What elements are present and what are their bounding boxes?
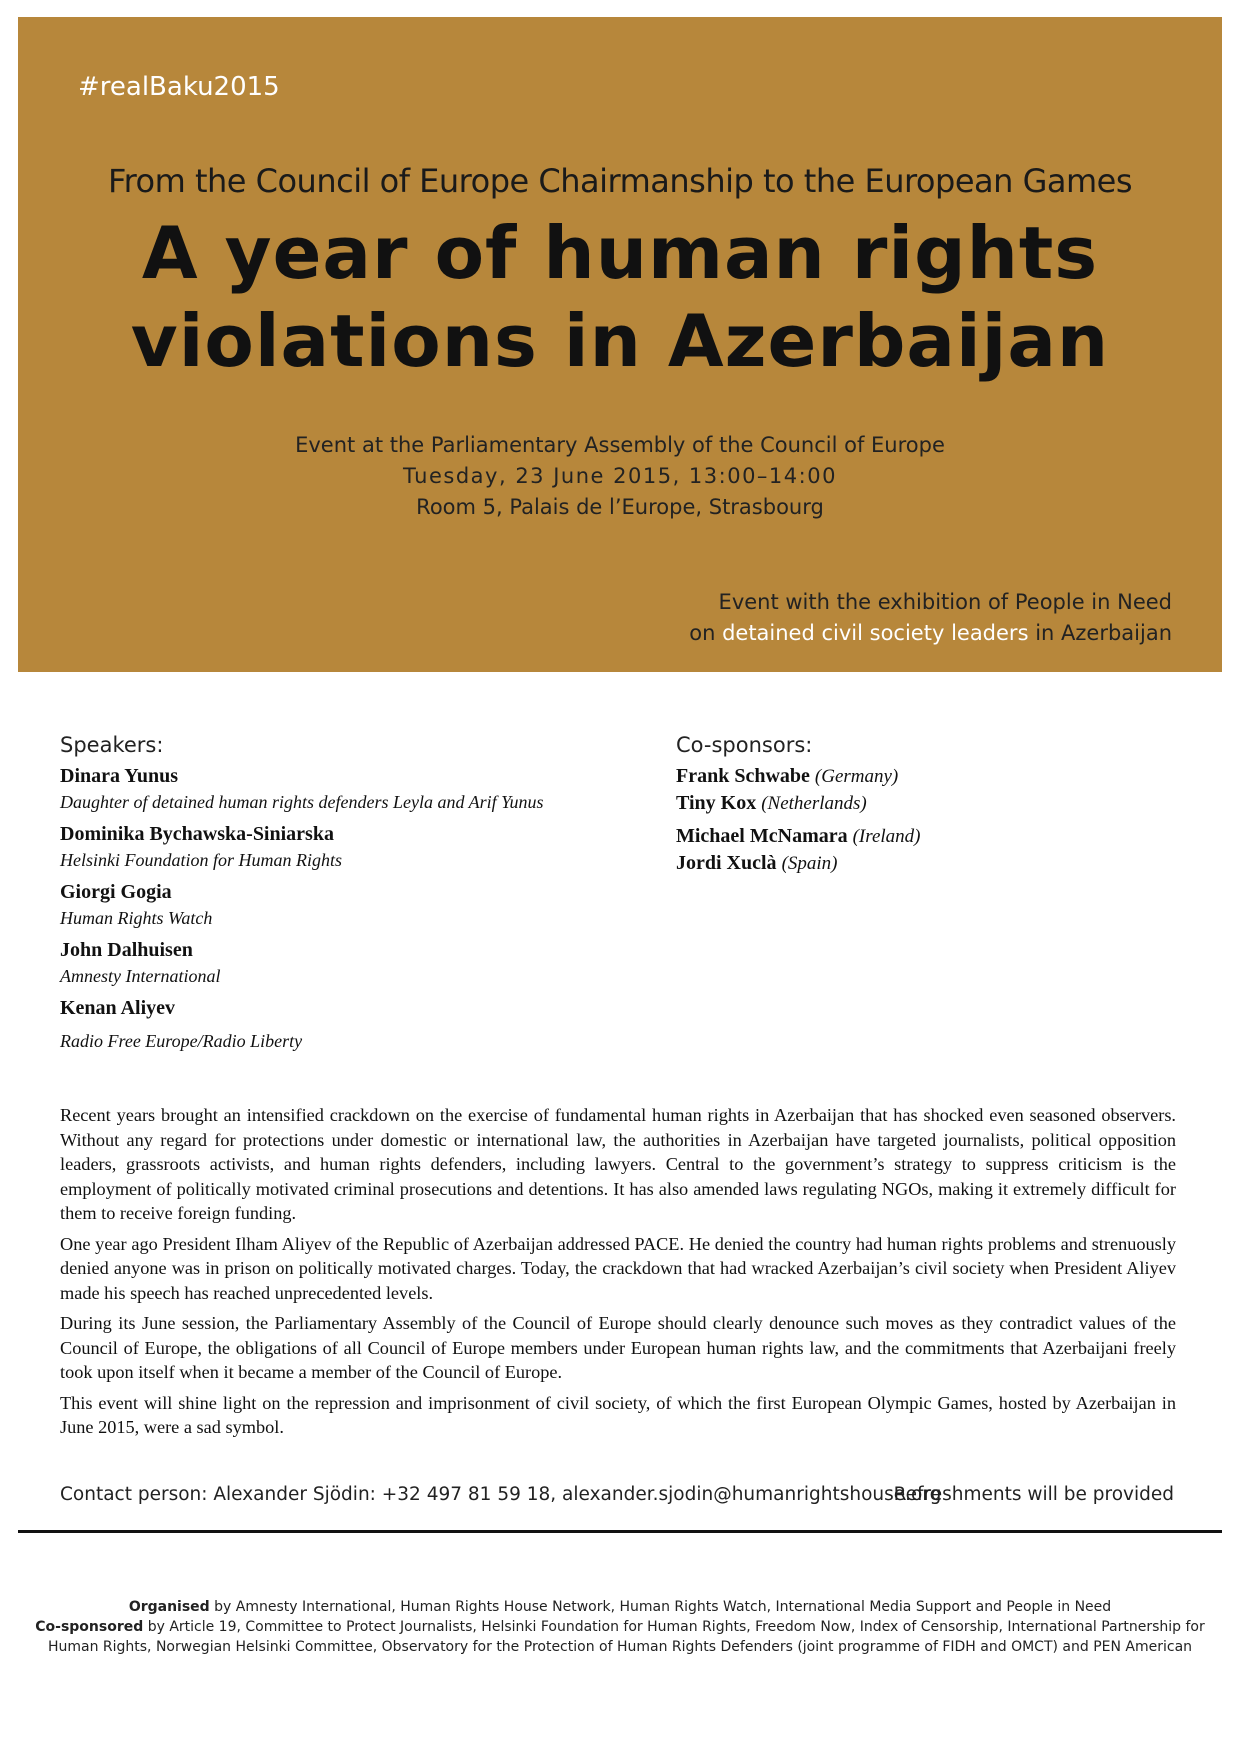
cosponsor-name: Frank Schwabe bbox=[676, 765, 810, 787]
speaker-item bbox=[60, 821, 660, 873]
divider bbox=[18, 1530, 1222, 1533]
cosponsor-name: Michael McNamara bbox=[676, 825, 848, 847]
speaker-item bbox=[60, 937, 660, 989]
speaker-item bbox=[60, 763, 660, 815]
paragraph: During its June session, the Parliamentary Assembly of the Council of Europe should clearly denounce such moves as they contradict values of the Council of Europe, the obligations of all Council of Europe members under European human rights law, and the commitments that Azerbaijani freely took upon itself when it became a member of the Council of Europe. bbox=[60, 1313, 1176, 1382]
speaker-affiliation: Human Rights Watch bbox=[60, 908, 213, 928]
speaker-name: Dominika Bychawska-Siniarska bbox=[60, 823, 334, 845]
speaker-affiliation: Daughter of detained human rights defenders Leyla and Arif Yunus bbox=[60, 792, 544, 812]
refreshments-note: Refreshments will be provided bbox=[893, 1484, 1174, 1505]
speaker-name: John Dalhuisen bbox=[60, 939, 193, 961]
event-place: Room 5, Palais de l’Europe, Strasbourg bbox=[416, 495, 824, 519]
hashtag: #realBaku2015 bbox=[78, 72, 280, 102]
cosponsor-item bbox=[676, 763, 1196, 790]
cosponsor-name: Jordi Xuclà bbox=[676, 852, 777, 874]
speaker-item bbox=[60, 879, 660, 931]
speaker-affiliation: Amnesty International bbox=[60, 966, 221, 986]
event-title bbox=[18, 209, 1222, 385]
speaker-name: Kenan Aliyev bbox=[60, 997, 176, 1019]
cosponsor-country: (Spain) bbox=[781, 853, 838, 874]
paragraph: This event will shine light on the repression and imprisonment of civil society, of which the first European Olympic Games, hosted by Azerbaijan in June 2015, were a sad symbol. bbox=[60, 1392, 1176, 1437]
event-info bbox=[18, 430, 1222, 523]
cosponsor-country: (Ireland) bbox=[852, 826, 921, 847]
exhibition-highlight: detained civil society leaders bbox=[722, 621, 1029, 645]
speakers-section bbox=[60, 733, 660, 1060]
exhibition-line-2: on detained civil society leaders in Azerbaijan bbox=[689, 621, 1172, 645]
cosponsor-name: Tiny Kox bbox=[676, 792, 757, 814]
contact-info: Contact person: Alexander Sjödin: +32 497 81 59 18, alexander.sjodin@humanrightshouse.org bbox=[60, 1484, 942, 1505]
speaker-name: Giorgi Gogia bbox=[60, 881, 172, 903]
cosponsored-by: Co-sponsored by Article 19, Committee to Protect Journalists, Helsinki Foundation for Human Rights, Freedom Now, Index of Censorship, International Partnership for Human Rights, Norwegian Helsinki Committee, Observatory for the Protection of Human Rights Defenders (joint programme of FIDH and OMCT) and PEN American bbox=[35, 1619, 1205, 1655]
organised-by: Organised by Amnesty International, Human Rights House Network, Human Rights Watch, International Media Support and People in Need bbox=[128, 1599, 1112, 1615]
speaker-affiliation: Radio Free Europe/Radio Liberty bbox=[60, 1031, 303, 1051]
exhibition-note bbox=[689, 587, 1172, 649]
speaker-item bbox=[60, 995, 660, 1054]
exhibition-line-1: Event with the exhibition of People in Need bbox=[718, 590, 1172, 614]
cosponsors-heading: Co-sponsors: bbox=[676, 733, 813, 757]
header-banner bbox=[18, 17, 1222, 672]
cosponsor-item bbox=[676, 823, 1196, 850]
cosponsored-label: Co-sponsored bbox=[35, 1619, 144, 1635]
title-line-1: A year of human rights bbox=[141, 211, 1099, 295]
event-venue-line: Event at the Parliamentary Assembly of the Council of Europe bbox=[295, 433, 945, 457]
cosponsor-item bbox=[676, 790, 1196, 817]
speaker-affiliation: Helsinki Foundation for Human Rights bbox=[60, 850, 342, 870]
cosponsor-country: (Netherlands) bbox=[761, 793, 867, 814]
paragraph: One year ago President Ilham Aliyev of the Republic of Azerbaijan addressed PACE. He denied the country had human rights problems and strenuously denied anyone was in prison on politically motivated charges. Today, the crackdown that had wracked Azerbaijan’s civil society when President Aliyev made his speech has reached unprecedented levels. bbox=[60, 1233, 1176, 1303]
title-line-2: violations in Azerbaijan bbox=[130, 299, 1110, 383]
cosponsors-section bbox=[676, 733, 1196, 877]
speakers-heading: Speakers: bbox=[60, 733, 164, 757]
event-subtitle: From the Council of Europe Chairmanship to the European Games bbox=[107, 162, 1132, 200]
organised-label: Organised bbox=[128, 1599, 210, 1615]
speaker-name: Dinara Yunus bbox=[60, 765, 179, 787]
cosponsor-country: (Germany) bbox=[814, 766, 899, 787]
cosponsor-item bbox=[676, 850, 1196, 877]
footer-credits bbox=[30, 1597, 1210, 1657]
description-body bbox=[60, 1103, 1176, 1446]
paragraph: Recent years brought an intensified crackdown on the exercise of fundamental human rights in Azerbaijan that has shocked even seasoned observers. Without any regard for protections under domestic or international law, the authorities in Azerbaijan have targeted journalists, political opposition leaders, grassroots activists, and human rights defenders, including lawyers. Central to the government’s strategy to suppress criticism is the employment of politically motivated criminal prosecutions and detentions. It has also amended laws regulating NGOs, making it extremely difficult for them to receive foreign funding. bbox=[60, 1105, 1176, 1223]
event-date: Tuesday, 23 June 2015, 13:00–14:00 bbox=[403, 464, 837, 488]
